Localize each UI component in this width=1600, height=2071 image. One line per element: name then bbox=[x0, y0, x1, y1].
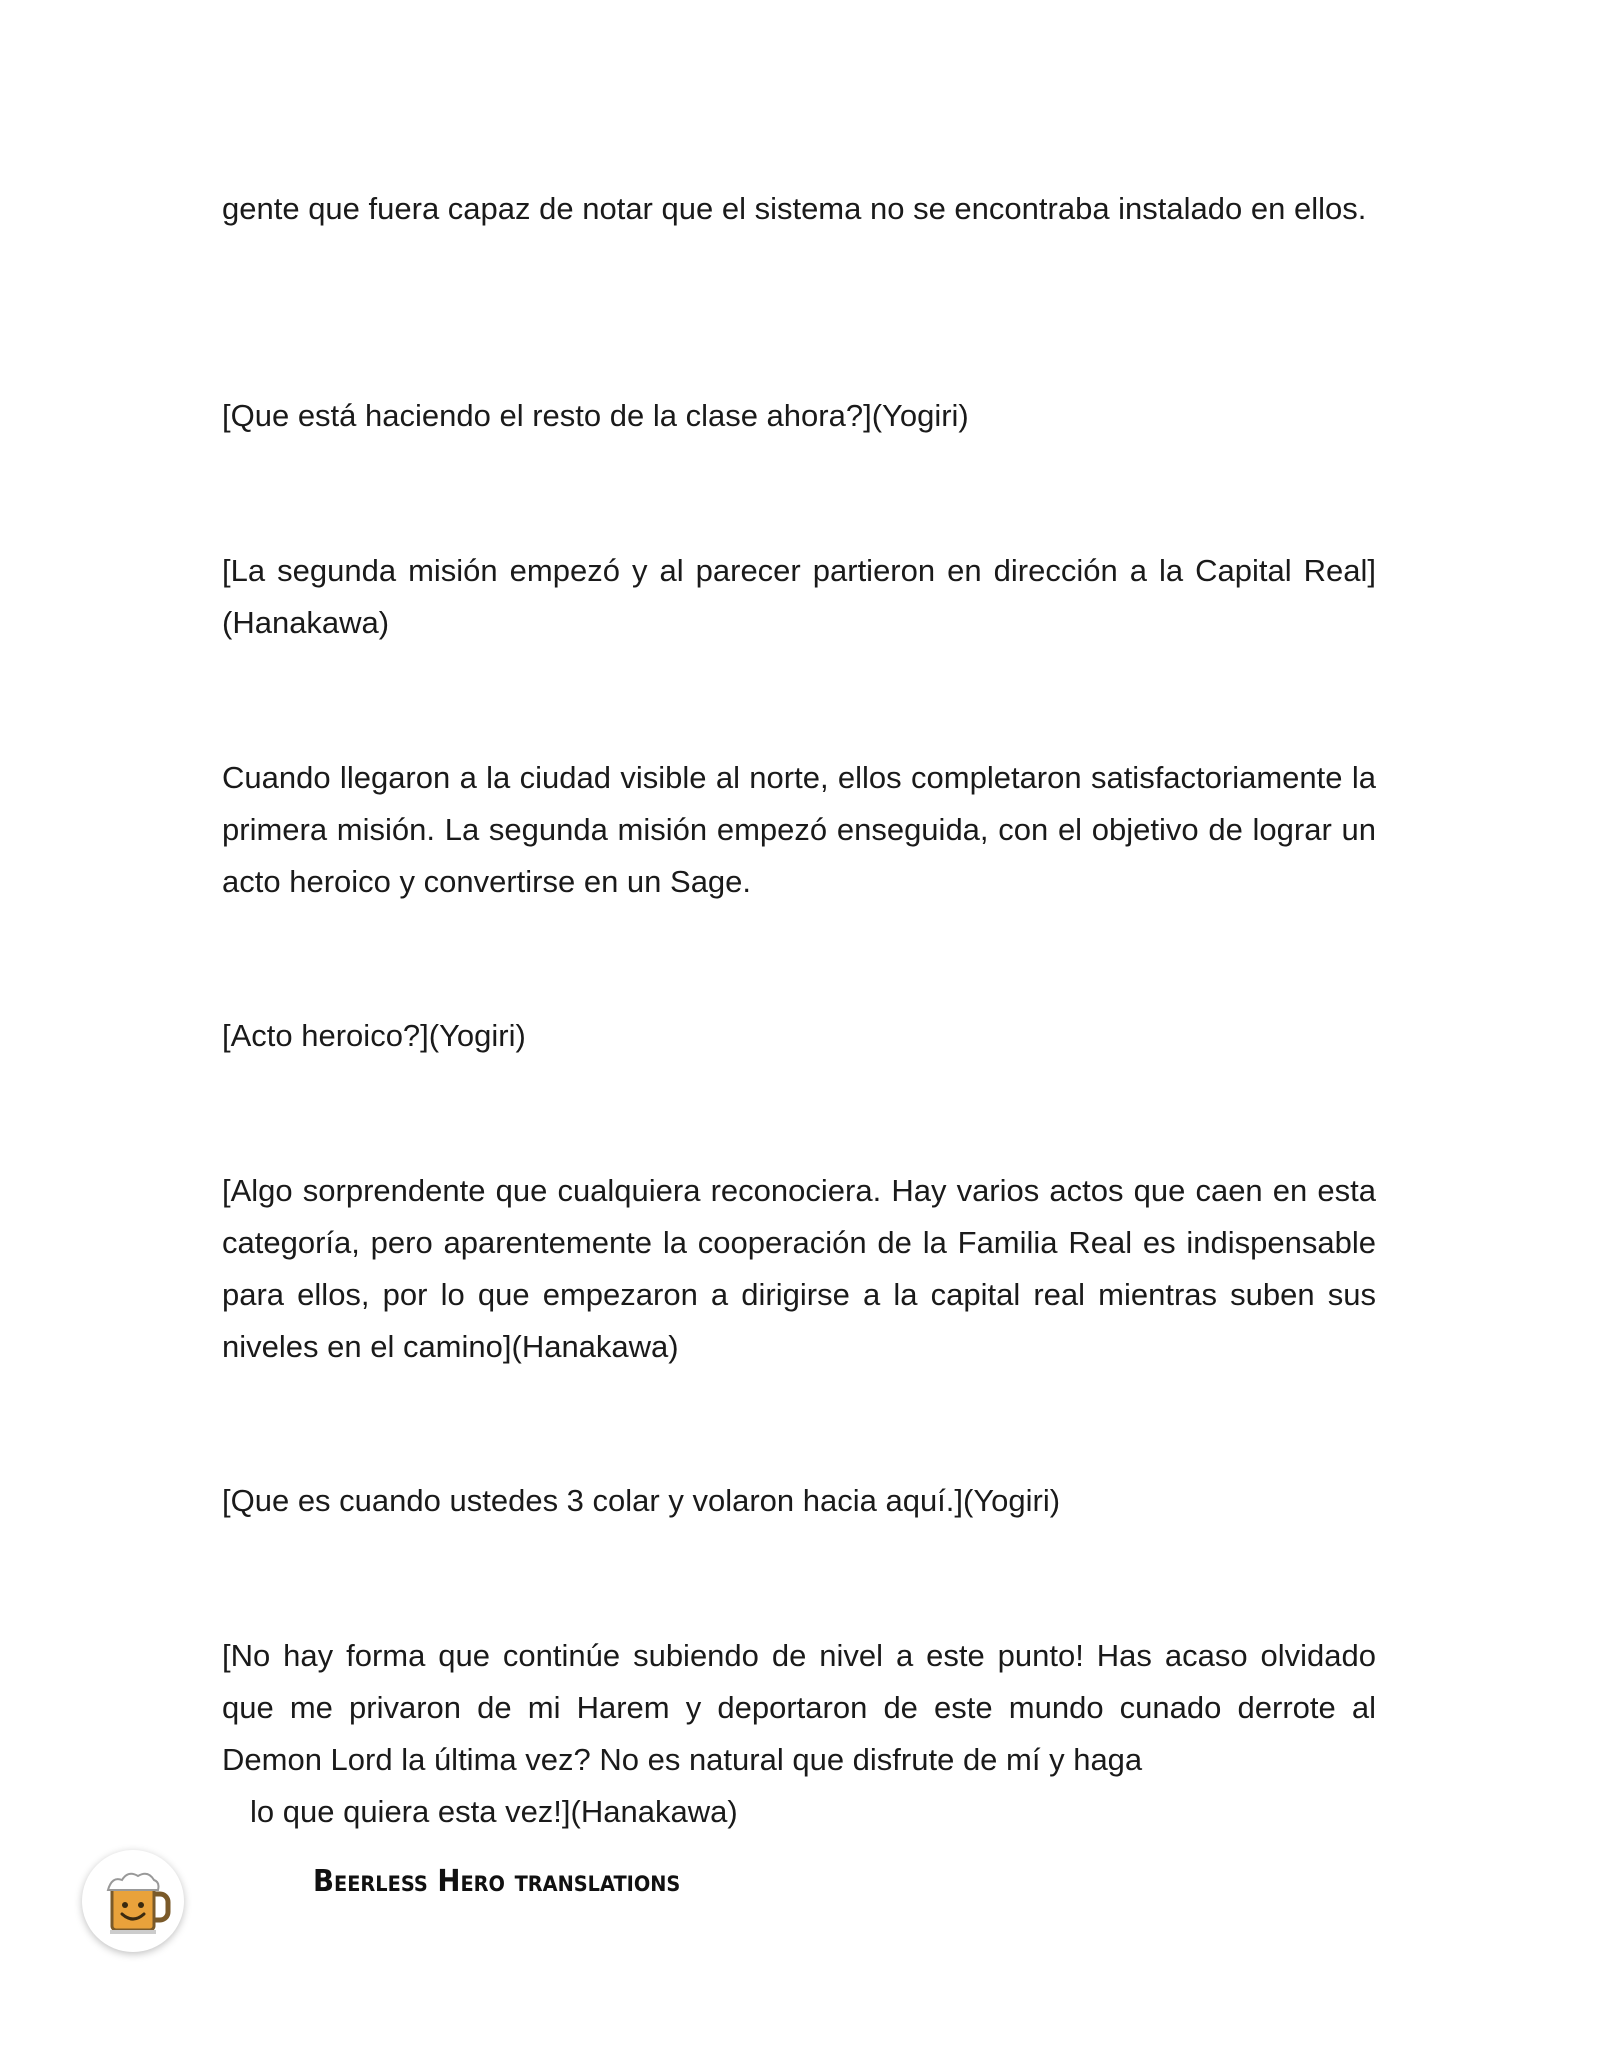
paragraph-6: [Algo sorprendente que cualquiera reconociera. Hay varios actos que caen en esta categoría, pero aparentemente la cooperación de la Familia Real es indispensable para ellos, por lo que empezaron a dirigirse a la capital real mientras suben sus niveles en el camino](Hanakawa) bbox=[222, 1173, 1376, 1364]
paragraph-2: [Que está haciendo el resto de la clase ahora?](Yogiri) bbox=[222, 398, 969, 433]
paragraph-8-main: [No hay forma que continúe subiendo de nivel a este punto! Has acaso olvidado que me privaron de mi Harem y deportaron de este mundo cunado derrote al Demon Lord la última vez? No es natural que disfrute de mí y haga bbox=[222, 1638, 1376, 1777]
beer-mug-smiley-icon bbox=[82, 1850, 184, 1952]
paragraph-8 bbox=[222, 1630, 1376, 1838]
paragraph-4: Cuando llegaron a la ciudad visible al norte, ellos completaron satisfactoriamente la primera misión. La segunda misión empezó enseguida, con el objetivo de lograr un acto heroico y convertirse en un Sage. bbox=[222, 760, 1376, 899]
paragraph-1: gente que fuera capaz de notar que el sistema no se encontraba instalado en ellos. bbox=[222, 191, 1367, 226]
paragraph-7: [Que es cuando ustedes 3 colar y volaron hacia aquí.](Yogiri) bbox=[222, 1483, 1061, 1518]
paragraph-8-tail: lo que quiera esta vez!](Hanakawa) bbox=[250, 1794, 738, 1829]
footer-brand-text: Beerless Hero translations bbox=[313, 1864, 681, 1899]
paragraph-3: [La segunda misión empezó y al parecer partieron en dirección a la Capital Real](Hanakawa) bbox=[222, 553, 1376, 640]
paragraph-5: [Acto heroico?](Yogiri) bbox=[222, 1018, 526, 1053]
